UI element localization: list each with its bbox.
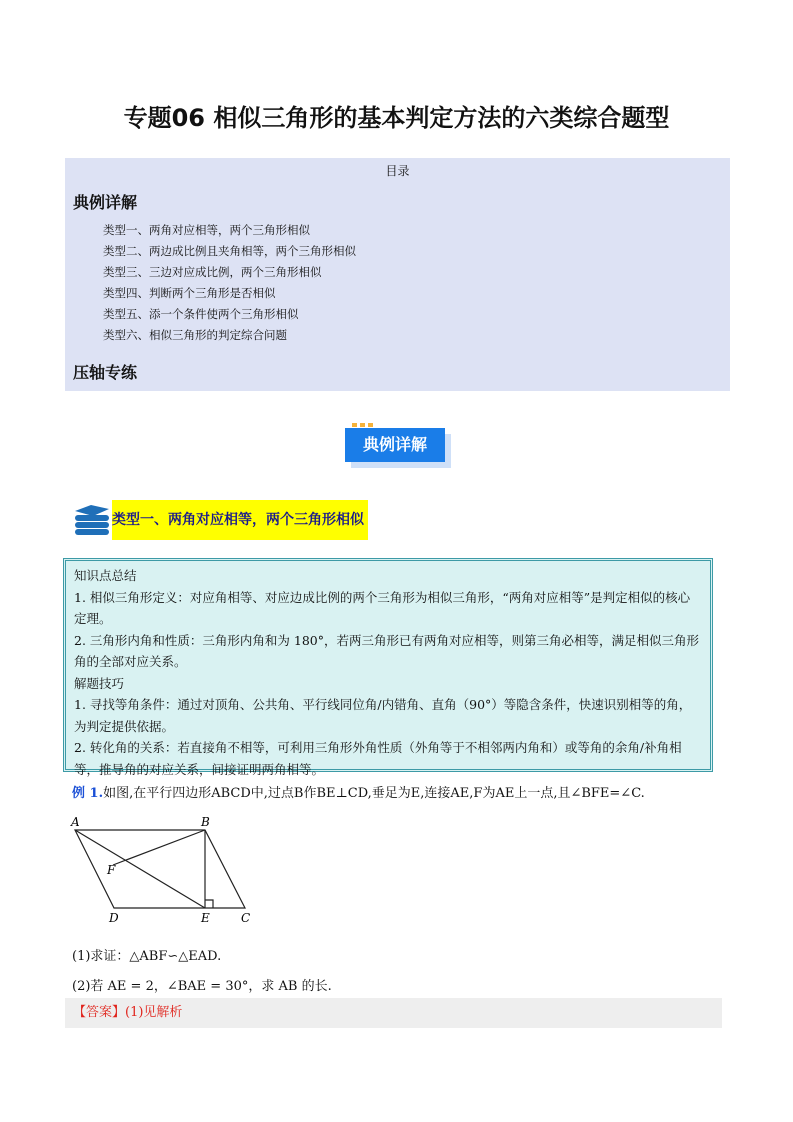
label-e: E bbox=[201, 911, 210, 924]
toc-item[interactable]: 类型一、两角对应相等，两个三角形相似 bbox=[103, 223, 310, 237]
badge-decoration bbox=[352, 423, 374, 427]
toc-item[interactable]: 类型五、添一个条件使两个三角形相似 bbox=[103, 307, 299, 321]
label-a: A bbox=[71, 815, 80, 829]
example-label: 例 1. bbox=[72, 786, 104, 801]
table-of-contents bbox=[65, 158, 730, 391]
toc-item[interactable]: 类型二、两边成比例且夹角相等，两个三角形相似 bbox=[103, 244, 356, 258]
toc-item[interactable]: 类型四、判断两个三角形是否相似 bbox=[103, 286, 276, 300]
example-statement bbox=[72, 782, 645, 801]
question-2: (2)若 AE = 2，∠BAE = 30°，求 AB 的长. bbox=[72, 979, 332, 994]
toc-item[interactable]: 类型三、三边对应成比例，两个三角形相似 bbox=[103, 265, 322, 279]
tips-heading: 解题技巧 bbox=[74, 675, 125, 691]
parallelogram bbox=[75, 830, 245, 908]
label-b: B bbox=[201, 815, 210, 829]
example-text: 如图,在平行四边形ABCD中,过点B作BE⊥CD,垂足为E,连接AE,F为AE上一点,且∠BFE=∠C. bbox=[103, 786, 645, 801]
toc-section-practice[interactable]: 压轴专练 bbox=[73, 363, 138, 382]
section-badge: 典例详解 bbox=[345, 428, 445, 462]
knowledge-box bbox=[63, 558, 713, 777]
books-icon bbox=[73, 503, 111, 537]
answer-box: 【答案】(1)见解析 bbox=[65, 998, 722, 1028]
segment-bf bbox=[113, 830, 205, 865]
tip-point: 1. 寻找等角条件：通过对顶角、公共角、平行线同位角/内错角、直角（90°）等隐含条件，快速识别相等的角，为判定提供依据。 bbox=[74, 697, 692, 734]
toc-heading: 目录 bbox=[385, 164, 410, 178]
type-heading: 类型一、两角对应相等，两个三角形相似 bbox=[112, 500, 368, 540]
page-title: 专题06 相似三角形的基本判定方法的六类综合题型 bbox=[123, 104, 670, 132]
knowledge-point: 1. 相似三角形定义：对应角相等、对应边成比例的两个三角形为相似三角形，“两角对应相等”是判定相似的核心定理。 bbox=[74, 589, 691, 626]
toc-item[interactable]: 类型六、相似三角形的判定综合问题 bbox=[103, 328, 287, 342]
toc-section-examples[interactable]: 典例详解 bbox=[73, 193, 138, 212]
label-f: F bbox=[107, 863, 116, 877]
knowledge-point: 2. 三角形内角和性质：三角形内角和为 180°，若两三角形已有两角对应相等，则第三角必相等，满足相似三角形角的全部对应关系。 bbox=[74, 632, 699, 669]
label-c: C bbox=[241, 911, 251, 924]
geometry-figure bbox=[65, 812, 265, 924]
label-d: D bbox=[109, 911, 119, 924]
tip-point: 2. 转化角的关系：若直接角不相等，可利用三角形外角性质（外角等于不相邻两内角和）或等角的余角/补角相等，推导角的对应关系，间接证明两角相等。 bbox=[74, 740, 682, 777]
knowledge-heading: 知识点总结 bbox=[74, 568, 137, 583]
question-1: (1)求证：△ABF∽△EAD. bbox=[72, 949, 222, 964]
right-angle-mark bbox=[205, 900, 213, 908]
